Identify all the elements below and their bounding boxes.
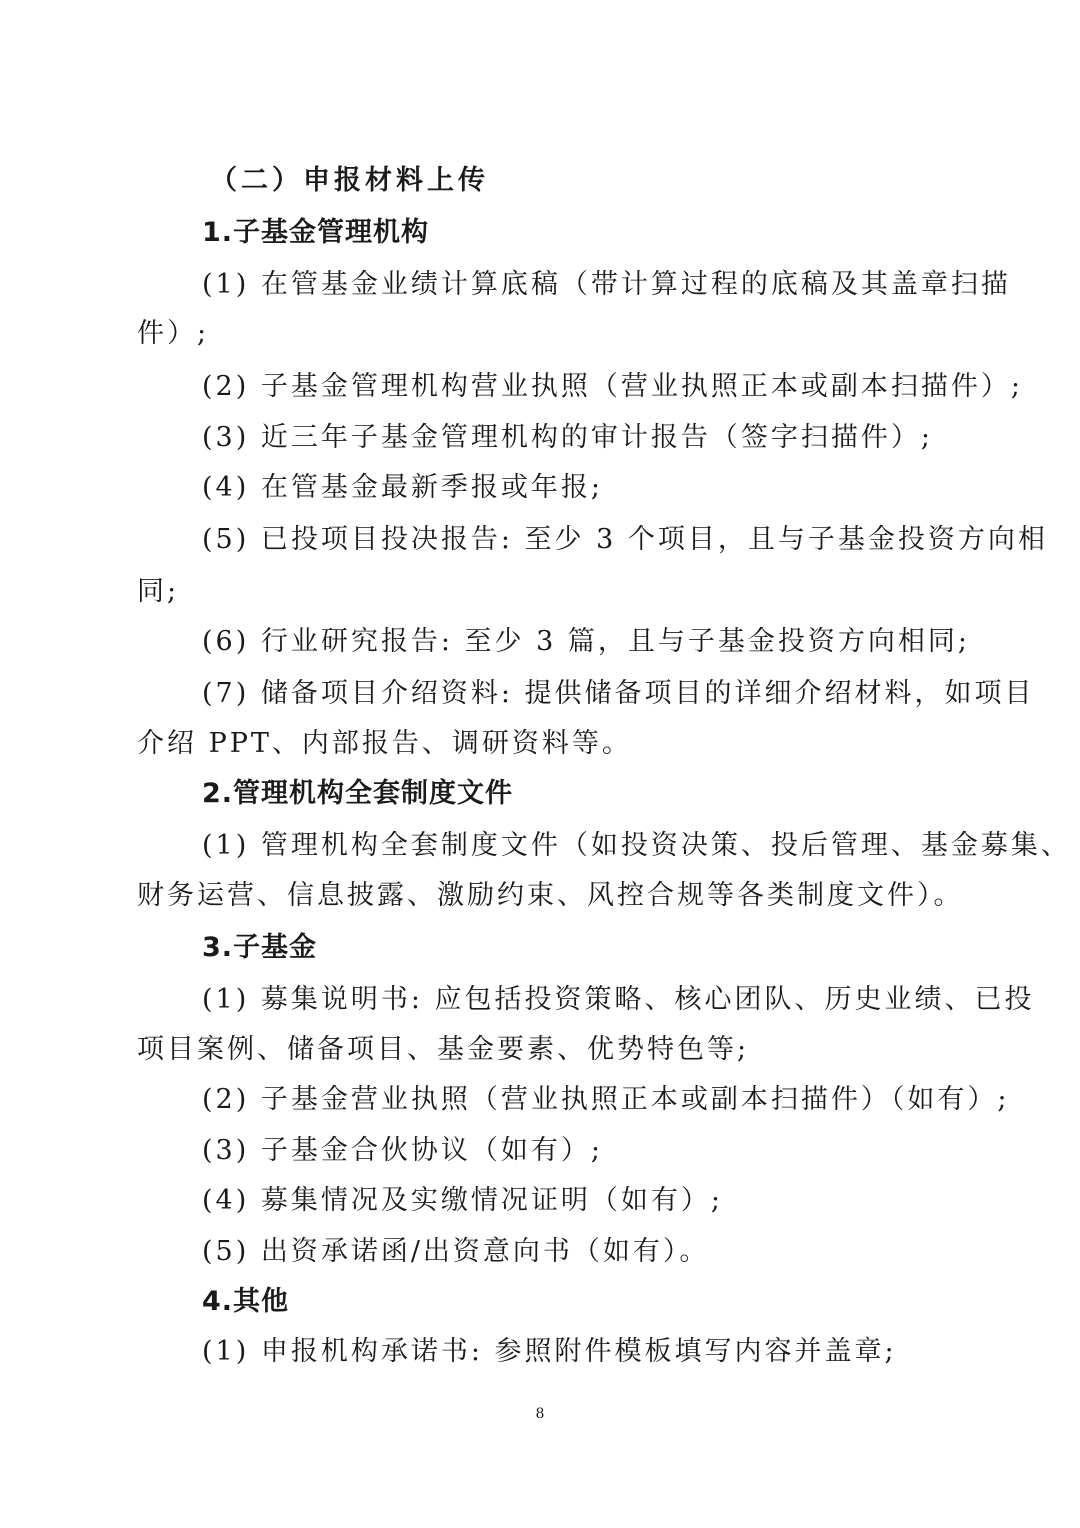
paragraph-line: (3) 近三年子基金管理机构的审计报告（签字扫描件）;: [202, 422, 933, 453]
paragraph-line: (3) 子基金合伙协议（如有）;: [202, 1135, 603, 1166]
paragraph-line: 件）;: [137, 318, 210, 349]
heading-1: 1.子基金管理机构: [202, 217, 430, 248]
paragraph-line: (2) 子基金管理机构营业执照（营业执照正本或副本扫描件）;: [202, 371, 1023, 402]
paragraph-line: (1) 在管基金业绩计算底稿（带计算过程的底稿及其盖章扫描: [202, 269, 1011, 300]
paragraph-line: 项目案例、储备项目、基金要素、优势特色等;: [137, 1034, 750, 1065]
paragraph-line: (5) 已投项目投决报告: 至少 3 个项目，且与子基金投资方向相: [202, 524, 1048, 555]
paragraph-line: 同;: [137, 576, 180, 607]
heading-2: 2.管理机构全套制度文件: [202, 778, 514, 809]
paragraph-line: (1) 申报机构承诺书: 参照附件模板填写内容并盖章;: [202, 1336, 897, 1367]
paragraph-line: (7) 储备项目介绍资料: 提供储备项目的详细介绍材料，如项目: [202, 678, 1035, 709]
paragraph-line: (6) 行业研究报告: 至少 3 篇，且与子基金投资方向相同;: [202, 626, 970, 657]
paragraph-line: (2) 子基金营业执照（营业执照正本或副本扫描件）（如有）;: [202, 1084, 1010, 1115]
paragraph-line: (4) 在管基金最新季报或年报;: [202, 472, 603, 503]
paragraph-line: (4) 募集情况及实缴情况证明（如有）;: [202, 1185, 723, 1216]
heading-4: 4.其他: [202, 1286, 290, 1317]
page-number: 8: [535, 1406, 545, 1422]
paragraph-line: 介绍 PPT、内部报告、调研资料等。: [137, 728, 632, 759]
heading-3: 3.子基金: [202, 932, 318, 963]
paragraph-line: (1) 管理机构全套制度文件（如投资决策、投后管理、基金募集、: [202, 830, 1071, 861]
paragraph-line: 财务运营、信息披露、激励约束、风控合规等各类制度文件）。: [137, 880, 964, 911]
paragraph-line: (5) 出资承诺函/出资意向书（如有）。: [202, 1236, 710, 1267]
section-title: （二）申报材料上传: [210, 165, 489, 196]
paragraph-line: (1) 募集说明书: 应包括投资策略、核心团队、历史业绩、已投: [202, 984, 1035, 1015]
